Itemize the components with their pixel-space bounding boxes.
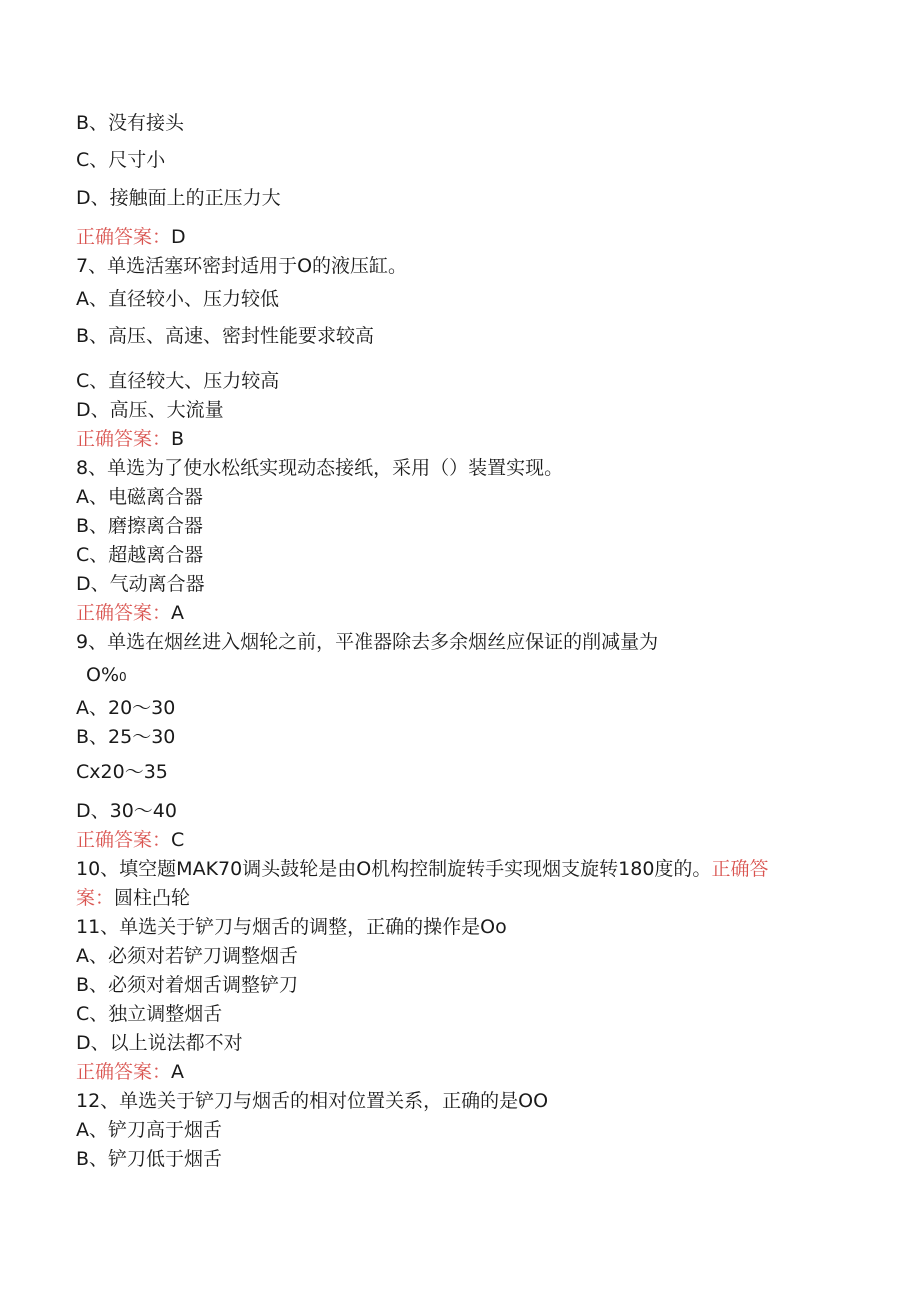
- q10-question: [76, 856, 768, 882]
- q8-answer-label: 正确答案：: [76, 602, 172, 624]
- q10-answer-label-part2: 案：: [76, 887, 115, 909]
- q10-answer-label-part1: 正确答: [711, 858, 769, 880]
- q6-option-d: D、接触面上的正压力大: [76, 187, 281, 209]
- q12-option-a: A、铲刀高于烟舌: [76, 1119, 222, 1141]
- q7-option-a: A、直径较小、压力较低: [76, 288, 279, 310]
- q10-question-text: 10、填空题MAK70调头鼓轮是由O机构控制旋转手实现烟支旋转180度的。: [76, 858, 712, 880]
- q7-answer: [76, 426, 184, 452]
- q9-answer-value: C: [171, 829, 185, 851]
- q7-answer-label: 正确答案：: [76, 428, 172, 450]
- q7-option-d: D、高压、大流量: [76, 399, 224, 421]
- q12-question: 12、单选关于铲刀与烟舌的相对位置关系，正确的是OO: [76, 1090, 549, 1112]
- q9-question-subscript: 0: [119, 670, 127, 684]
- q9-option-a: A、20～30: [76, 697, 176, 719]
- q11-answer-label: 正确答案：: [76, 1061, 172, 1083]
- q7-option-c: C、直径较大、压力较高: [76, 370, 280, 392]
- q11-option-c: C、独立调整烟舌: [76, 1003, 223, 1025]
- q11-option-d: D、以上说法都不对: [76, 1032, 243, 1054]
- q6-option-b: B、没有接头: [76, 112, 185, 134]
- q9-question-cont-text: O%: [86, 664, 120, 686]
- q6-option-c: C、尺寸小: [76, 149, 166, 171]
- q11-answer-value: A: [171, 1061, 185, 1083]
- q9-answer-label: 正确答案：: [76, 829, 172, 851]
- q10-answer: [76, 885, 190, 911]
- q8-option-c: C、超越离合器: [76, 544, 204, 566]
- q9-question-continued: [86, 662, 127, 690]
- q6-answer-label: 正确答案：: [76, 226, 172, 248]
- q9-answer: [76, 827, 184, 853]
- q8-answer-value: A: [171, 602, 185, 624]
- q6-answer-value: D: [171, 226, 186, 248]
- q11-answer: [76, 1059, 184, 1085]
- q9-option-c: Cx20～35: [76, 761, 168, 783]
- q9-question: 9、单选在烟丝进入烟轮之前，平准器除去多余烟丝应保证的削减量为: [76, 631, 659, 653]
- q7-option-b: B、高压、高速、密封性能要求较高: [76, 325, 375, 347]
- q8-question: 8、单选为了使水松纸实现动态接纸，采用（）装置实现。: [76, 457, 564, 479]
- q10-answer-value: 圆柱凸轮: [114, 887, 191, 909]
- q6-answer: [76, 224, 186, 250]
- q11-question: 11、单选关于铲刀与烟舌的调整，正确的操作是Oo: [76, 916, 507, 938]
- q7-question: 7、单选活塞环密封适用于O的液压缸。: [76, 255, 408, 277]
- q7-answer-value: B: [171, 428, 185, 450]
- q8-answer: [76, 600, 184, 626]
- q8-option-a: A、电磁离合器: [76, 486, 203, 508]
- q8-option-d: D、气动离合器: [76, 573, 205, 595]
- q8-option-b: B、磨擦离合器: [76, 515, 204, 537]
- q9-option-d: D、30～40: [76, 800, 177, 822]
- q9-option-b: B、25～30: [76, 726, 176, 748]
- q11-option-a: A、必须对若铲刀调整烟舌: [76, 945, 298, 967]
- q11-option-b: B、必须对着烟舌调整铲刀: [76, 974, 299, 996]
- q12-option-b: B、铲刀低于烟舌: [76, 1148, 223, 1170]
